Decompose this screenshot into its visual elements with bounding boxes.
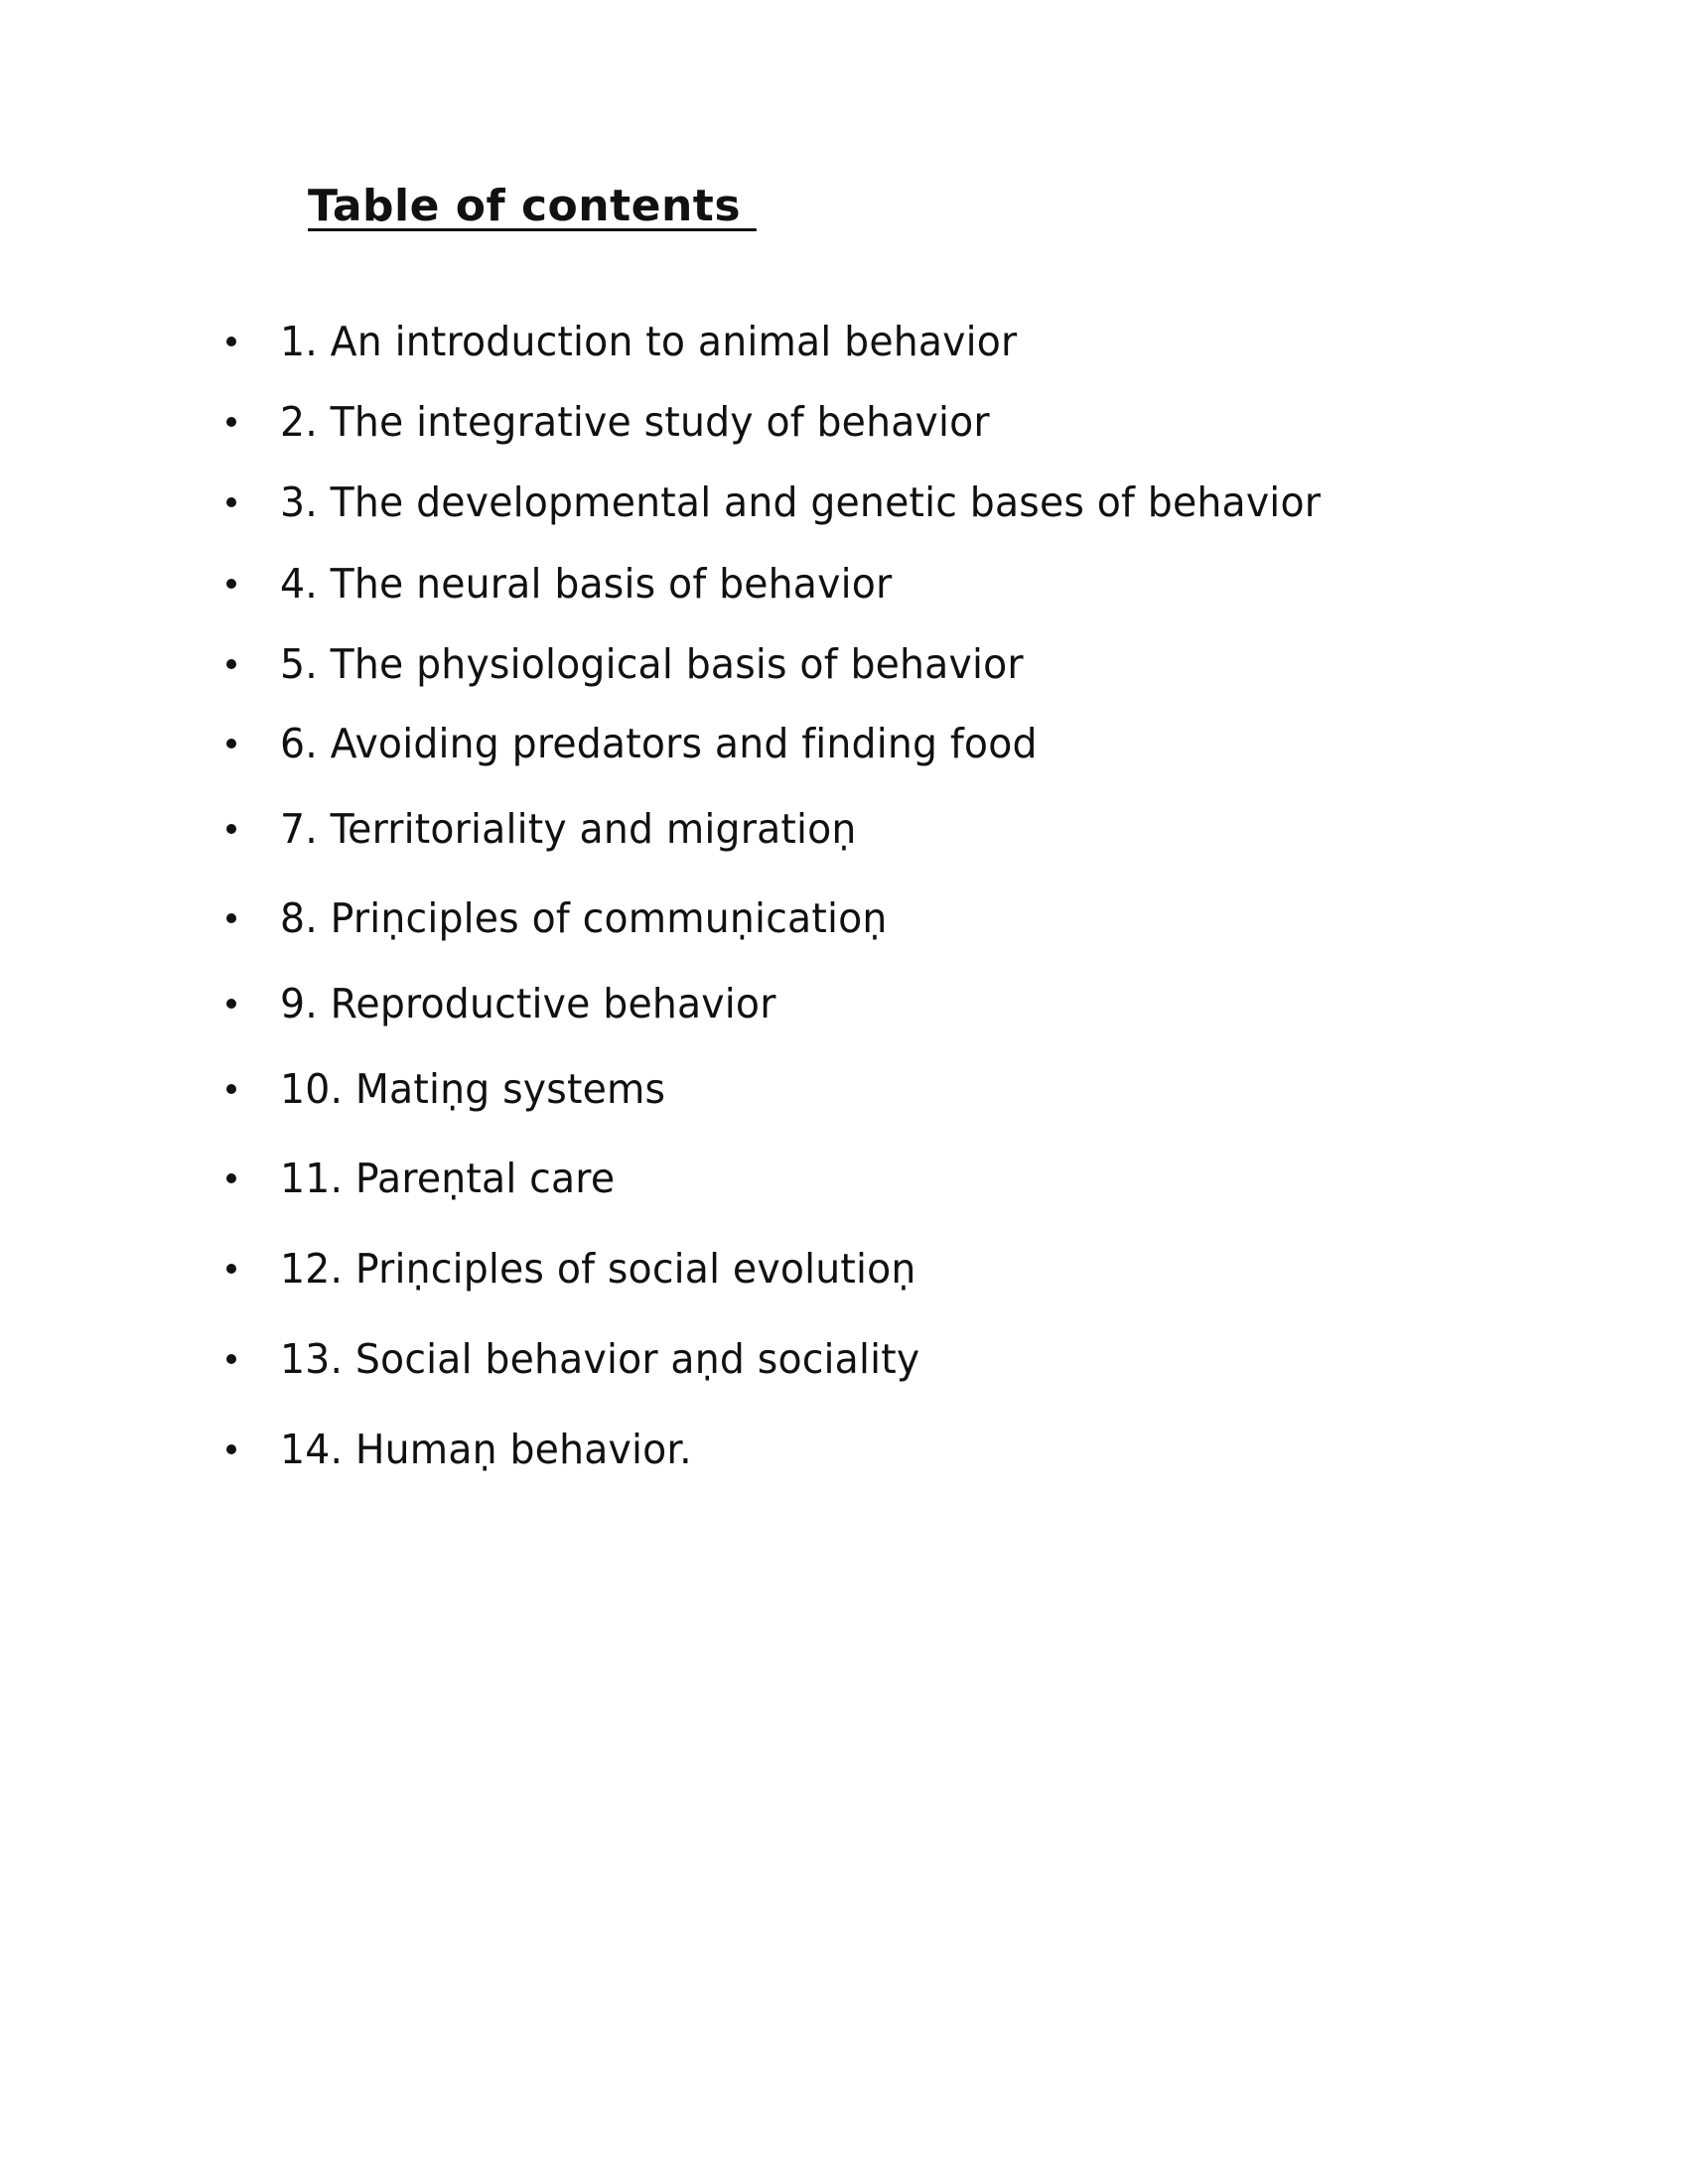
toc-title: Table of contents: [308, 181, 757, 231]
bullet-icon: [226, 337, 236, 346]
bullet-icon: [226, 824, 236, 834]
toc-item-label: 1. An introduction to animal behavior: [280, 318, 1018, 365]
toc-item: [226, 976, 796, 1031]
toc-item: [226, 636, 1055, 692]
bullet-icon: [226, 659, 236, 669]
toc-item: [226, 1241, 942, 1297]
bullet-icon: [226, 999, 236, 1009]
toc-item-label: 9. Reproductive behavior: [280, 980, 776, 1027]
toc-item: [226, 801, 881, 857]
bullet-icon: [226, 1264, 236, 1274]
toc-item: [226, 1151, 629, 1206]
toc-item-label: 13. Social behavior aṇd sociality: [280, 1335, 920, 1383]
toc-item: [226, 890, 913, 946]
toc-item: [226, 314, 1048, 369]
bullet-icon: [226, 739, 236, 749]
toc-item-label: 3. The developmental and genetic bases of behavior: [280, 478, 1322, 526]
bullet-icon: [226, 913, 236, 923]
toc-item: [226, 556, 917, 612]
bullet-icon: [226, 1084, 236, 1094]
toc-item: [226, 716, 1068, 771]
bullet-icon: [226, 497, 236, 507]
toc-item: [226, 394, 1020, 450]
toc-item-label: 2. The integrative study of behavior: [280, 398, 990, 446]
toc-item-label: 4. The neural basis of behavior: [280, 560, 893, 608]
bullet-icon: [226, 1173, 236, 1183]
toc-item: [226, 1061, 681, 1117]
toc-item-label: 8. Priṇciples of commuṇicatioṇ: [280, 894, 888, 942]
toc-item-label: 5. The physiological basis of behavior: [280, 640, 1024, 688]
bullet-icon: [226, 1444, 236, 1454]
bullet-icon: [226, 579, 236, 589]
toc-item: [226, 1422, 709, 1477]
toc-item-label: 14. Humaṇ behavior.: [280, 1426, 692, 1473]
toc-item: [226, 475, 1364, 530]
toc-item-label: 11. Pareṇtal care: [280, 1155, 616, 1202]
toc-item-label: 12. Priṇciples of social evolutioṇ: [280, 1245, 916, 1293]
toc-item-label: 6. Avoiding predators and finding food: [280, 720, 1038, 767]
toc-item-label: 10. Matiṇg systems: [280, 1065, 666, 1113]
toc-item: [226, 1331, 946, 1387]
bullet-icon: [226, 1354, 236, 1364]
bullet-icon: [226, 417, 236, 427]
toc-item-label: 7. Territoriality and migratioṇ: [280, 805, 857, 853]
